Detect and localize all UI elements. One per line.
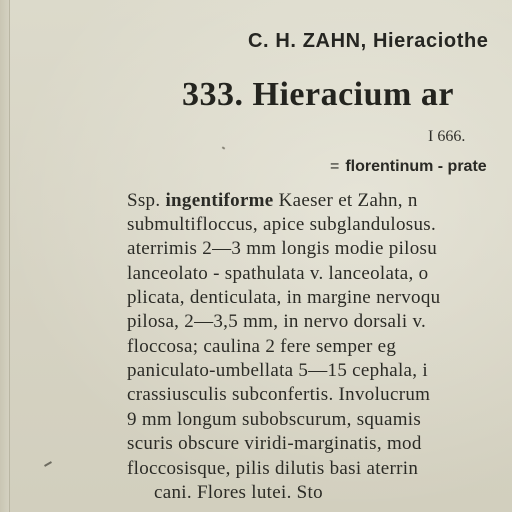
- description-line: pilosa, 2—3,5 mm, in nervo dorsali v.: [127, 311, 427, 332]
- subspecies-prefix: Ssp.: [127, 190, 166, 211]
- description-line: scuris obscure viridi-marginatis, mod: [127, 433, 422, 454]
- plate-number: I 666.: [428, 128, 466, 145]
- synonym-text: florentinum - prate: [345, 158, 487, 175]
- paper-speck: [222, 146, 226, 149]
- description-line: 9 mm longum subobscurum, squamis: [127, 409, 422, 430]
- margin-pencil-mark: [44, 461, 52, 467]
- equals-sign: =: [330, 158, 340, 175]
- description-line: floccosa; caulina 2 fere semper eg: [127, 336, 397, 357]
- running-head: C. H. ZAHN, Hieraciothe: [248, 30, 489, 52]
- description-line: lanceolato - spathulata v. lanceolata, o: [127, 263, 429, 284]
- synonym-line: [330, 158, 487, 176]
- description-line: paniculato-umbellata 5—15 cephala, i: [127, 360, 428, 381]
- subspecies-name: ingentiforme: [165, 190, 274, 211]
- description-line: plicata, denticulata, in margine nervoqu: [127, 287, 441, 308]
- description-line-1: [127, 189, 418, 213]
- species-heading: 333. Hieracium ar: [182, 76, 454, 113]
- description-line: cani. Flores lutei. Sto: [154, 482, 323, 503]
- description-line: submultifloccus, apice subglandulosus.: [127, 214, 437, 235]
- description-line: crassiusculis subconfertis. Involucrum: [127, 384, 431, 405]
- page-edge: [0, 0, 10, 512]
- description-line: aterrimis 2—3 mm longis modie pilosu: [127, 238, 438, 259]
- authority-text: Kaeser et Zahn, n: [273, 190, 418, 211]
- description-line: floccosisque, pilis dilutis basi aterrin: [127, 458, 419, 479]
